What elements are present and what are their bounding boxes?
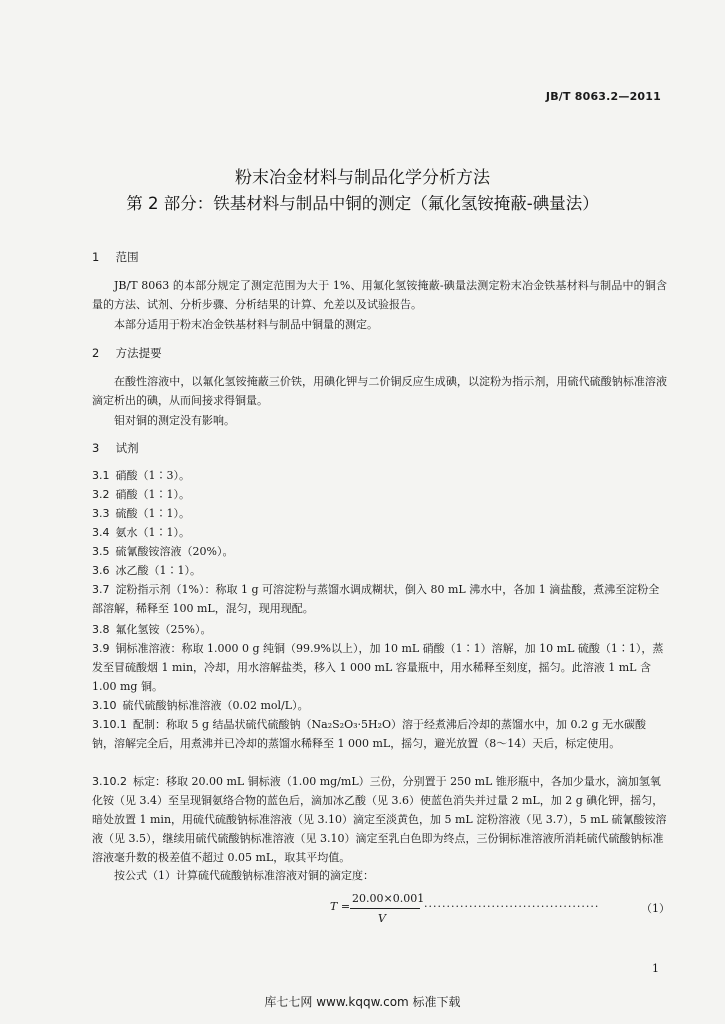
- reagent-text: 配制：称取 5 g 结晶状硫代硫酸钠（Na₂S₂O₃·5H₂O）溶于经煮沸后冷却的蒸馏水中，加 0.2 g 无水碳酸钠，溶解完全后，用煮沸并已冷却的蒸馏水稀释至 1 000 mL，摇匀，避光放置（8～14）天后，标定使用。: [92, 718, 647, 750]
- formula-number: （1）: [641, 902, 670, 915]
- formula-numerator: 20.00×0.001: [352, 892, 425, 905]
- reagent-item: [92, 580, 667, 618]
- paragraph-scope-1: JB/T 8063 的本部分规定了测定范围为大于 1%、用氟化氢铵掩蔽-碘量法测定粉末冶金铁基材料与制品中的铜含量的方法、试剂、分析步骤、分析结果的计算、允差以及试验报告。: [92, 279, 667, 311]
- reagent-number: 3.10.2: [92, 775, 127, 788]
- reagent-number: 3.2: [92, 488, 110, 501]
- reagent-number: 3.7: [92, 583, 110, 596]
- reagent-number: 3.1: [92, 469, 110, 482]
- reagent-text: 淀粉指示剂（1%）：称取 1 g 可溶淀粉与蒸馏水调成糊状，倒入 80 mL 沸水中，各加 1 滴盐酸，煮沸至淀粉全部溶解，稀释至 100 mL，混匀，现用现配。: [92, 583, 660, 615]
- reagent-item: [92, 523, 667, 542]
- section-heading-reagents: [92, 440, 139, 456]
- reagent-number: 3.10.1: [92, 718, 127, 731]
- section-heading-method: [92, 345, 162, 361]
- section-number: 1: [92, 250, 100, 264]
- reagent-text: 冰乙酸（1∶1）。: [115, 564, 201, 577]
- reagent-text: 硫代硫酸钠标准溶液（0.02 mol/L）。: [122, 699, 309, 712]
- reagent-number: 3.6: [92, 564, 110, 577]
- reagent-text: 氨水（1∶1）。: [115, 526, 190, 539]
- reagent-number: 3.5: [92, 545, 110, 558]
- reagent-item: [92, 715, 667, 753]
- paragraph-method-2: 钼对铜的测定没有影响。: [114, 414, 235, 427]
- reagent-text: 硝酸（1∶3）。: [115, 469, 190, 482]
- reagent-number: 3.8: [92, 623, 110, 636]
- reagent-number: 3.10: [92, 699, 117, 712]
- footer-watermark: 库七七网 www.kqqw.com 标准下载: [264, 995, 461, 1009]
- reagent-text: 铜标准溶液：称取 1.000 0 g 纯铜（99.9%以上），加 10 mL 硝酸（1∶1）溶解，加 10 mL 硫酸（1∶1），蒸发至冒硫酸烟 1 min，冷却，用水溶解盐类，移入 1 000 mL 容量瓶中，用水稀释至刻度，摇匀。此溶液 1 mL 含 1.00 mg 铜。: [92, 642, 664, 693]
- reagent-item: [92, 485, 667, 504]
- formula-1: [330, 888, 670, 928]
- section-number: 3: [92, 441, 100, 455]
- section-number: 2: [92, 346, 100, 360]
- reagent-number: 3.3: [92, 507, 110, 520]
- formula-denominator: V: [378, 912, 386, 925]
- standard-code: JB/T 8063.2—2011: [545, 90, 661, 103]
- section-title: 方法提要: [115, 346, 162, 360]
- reagent-item: [92, 542, 667, 561]
- paragraph-method-1: 在酸性溶液中，以氟化氢铵掩蔽三价铁，用碘化钾与二价铜反应生成碘，以淀粉为指示剂，用硫代硫酸钠标准溶液滴定析出的碘，从而间接求得铜量。: [92, 375, 667, 407]
- page-number: 1: [652, 962, 659, 975]
- reagent-item: [92, 561, 667, 580]
- paragraph-scope-2: 本部分适用于粉末冶金铁基材料与制品中铜量的测定。: [114, 318, 378, 331]
- reagent-text: 氟化氢铵（25%）。: [115, 623, 212, 636]
- reagent-item: [92, 466, 667, 485]
- document-title-line1: 粉末冶金材料与制品化学分析方法: [235, 168, 490, 188]
- reagent-number: 3.4: [92, 526, 110, 539]
- section-heading-scope: [92, 249, 139, 265]
- section-title: 试剂: [115, 441, 139, 455]
- reagent-text: 硫氰酸铵溶液（20%）。: [115, 545, 234, 558]
- reagent-item: [92, 620, 667, 639]
- reagent-text: 标定：移取 20.00 mL 铜标液（1.00 mg/mL）三份，分别置于 250 mL 锥形瓶中，各加少量水，滴加氢氧化铵（见 3.4）至呈现铜氨络合物的蓝色后，滴加冰乙酸（见 3.6）使蓝色消失并过量 2 mL，加 2 g 碘化钾，摇匀，暗处放置 1 min，用硫代硫酸钠标准溶液（见 3.10）滴定至淡黄色，加 5 mL 淀粉溶液（见 3.7），5 mL 硫氰酸铵溶液（见 3.5），继续用硫代硫酸钠标准溶液（见 3.10）滴定至乳白色即为终点，三份铜标准溶液所消耗硫代硫酸钠标准溶液毫升数的极差值不超过 0.05 mL，取其平均值。: [92, 775, 667, 864]
- reagent-text: 硫酸（1∶1）。: [115, 507, 190, 520]
- formula-lhs: T =: [330, 900, 351, 913]
- formula-intro: 按公式（1）计算硫代硫酸钠标准溶液对铜的滴定度：: [114, 869, 374, 882]
- reagent-item: [92, 772, 667, 867]
- reagent-text: 硝酸（1∶1）。: [115, 488, 190, 501]
- reagent-item: [92, 639, 667, 696]
- section-title: 范围: [115, 250, 139, 264]
- reagent-item: [92, 504, 667, 523]
- formula-leader-dots: ·······································: [424, 900, 600, 913]
- reagent-number: 3.9: [92, 642, 110, 655]
- document-title-line2: 第 2 部分：铁基材料与制品中铜的测定（氟化氢铵掩蔽-碘量法）: [126, 194, 599, 213]
- fraction-bar: [350, 908, 420, 909]
- reagent-item: [92, 696, 667, 715]
